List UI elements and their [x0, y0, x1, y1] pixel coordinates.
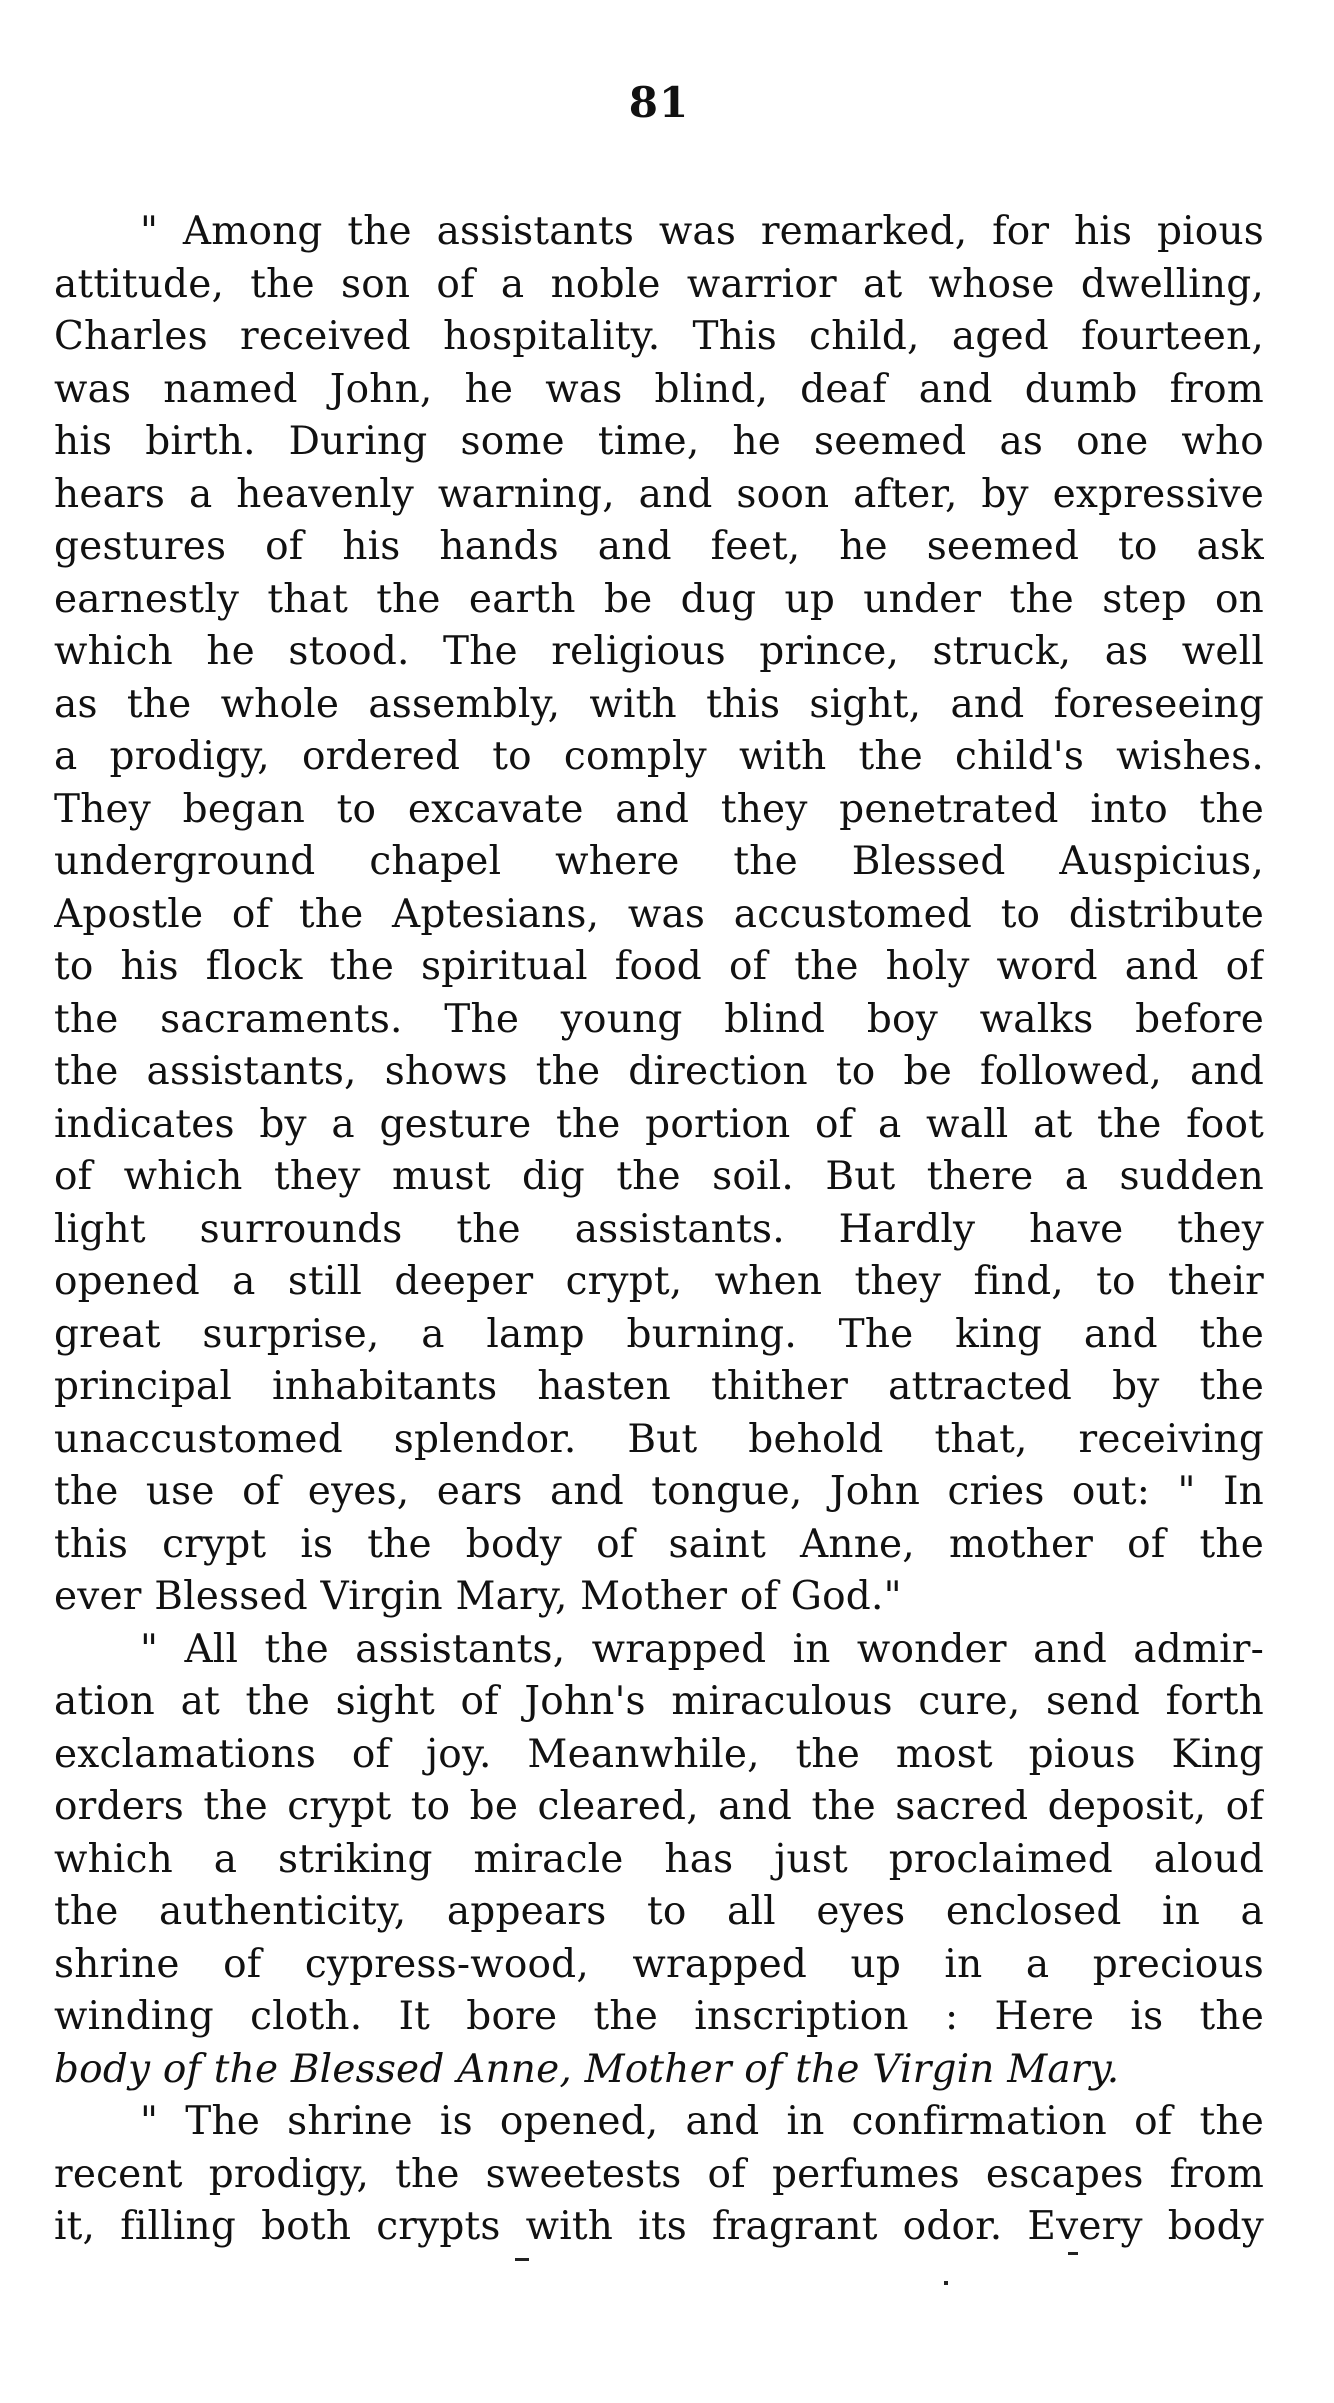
- text-line: a prodigy, ordered to comply with the child's wishes.: [54, 734, 1264, 779]
- print-speck: [1068, 2252, 1078, 2255]
- text-line: orders the crypt to be cleared, and the sacred deposit, of: [54, 1784, 1264, 1829]
- text-line: which a striking miracle has just proclaimed aloud: [54, 1836, 1264, 1882]
- text-line: the assistants, shows the direction to be followed, and: [54, 1049, 1264, 1094]
- text-line: light surrounds the assistants. Hardly have they: [54, 1206, 1264, 1252]
- text-line: opened a still deeper crypt, when they find, to their: [54, 1259, 1264, 1304]
- text-line: which he stood. The religious prince, struck, as well: [54, 629, 1264, 674]
- text-line: " All the assistants, wrapped in wonder and admir-: [140, 1626, 1264, 1672]
- text-line: as the whole assembly, with this sight, and foreseeing: [54, 681, 1264, 727]
- text-line: this crypt is the body of saint Anne, mother of the: [54, 1521, 1264, 1567]
- print-speck: [515, 2258, 529, 2261]
- text-line: the authenticity, appears to all eyes enclosed in a: [54, 1889, 1264, 1934]
- text-line: " Among the assistants was remarked, for his pious: [140, 209, 1264, 254]
- text-line: winding cloth. It bore the inscription : Here is the: [54, 1994, 1264, 2039]
- text-line-italic: body of the Blessed Anne, Mother of the Virgin Mary.: [54, 2046, 1120, 2092]
- text-line: recent prodigy, the sweetests of perfumes escapes from: [54, 2151, 1264, 2197]
- text-line: of which they must dig the soil. But there a sudden: [54, 1154, 1264, 1199]
- text-line: to his flock the spiritual food of the holy word and of: [54, 944, 1264, 989]
- text-line: the use of eyes, ears and tongue, John cries out: " In: [54, 1469, 1264, 1514]
- text-line: shrine of cypress-wood, wrapped up in a precious: [54, 1941, 1264, 1987]
- text-line: it, filling both crypts with its fragrant odor. Every body: [54, 2204, 1264, 2249]
- text-line: Apostle of the Aptesians, was accustomed to distribute: [54, 891, 1264, 937]
- text-line: underground chapel where the Blessed Auspicius,: [54, 839, 1264, 884]
- page-number: 81: [628, 78, 690, 127]
- text-line: attitude, the son of a noble warrior at whose dwelling,: [54, 261, 1264, 307]
- text-line: the sacraments. The young blind boy walks before: [54, 996, 1264, 1042]
- print-speck: [944, 2281, 948, 2285]
- body-text: [54, 206, 1264, 2254]
- text-line: unaccustomed splendor. But behold that, receiving: [54, 1416, 1264, 1462]
- text-line: " The shrine is opened, and in confirmation of the: [140, 2099, 1264, 2144]
- text-line: Charles received hospitality. This child, aged fourteen,: [54, 314, 1264, 359]
- text-line: exclamations of joy. Meanwhile, the most pious King: [54, 1731, 1264, 1777]
- text-line: earnestly that the earth be dug up under the step on: [54, 576, 1264, 622]
- text-line: They began to excavate and they penetrated into the: [54, 786, 1264, 832]
- text-line: was named John, he was blind, deaf and dumb from: [54, 366, 1264, 412]
- text-line: ation at the sight of John's miraculous cure, send forth: [54, 1679, 1264, 1724]
- text-line: indicates by a gesture the portion of a wall at the foot: [54, 1101, 1264, 1147]
- text-line: principal inhabitants hasten thither attracted by the: [54, 1364, 1264, 1409]
- text-line: ever Blessed Virgin Mary, Mother of God.": [54, 1574, 902, 1619]
- text-line: his birth. During some time, he seemed as one who: [54, 419, 1264, 464]
- text-line: hears a heavenly warning, and soon after, by expressive: [54, 471, 1264, 517]
- text-line: great surprise, a lamp burning. The king and the: [54, 1311, 1264, 1357]
- text-line: gestures of his hands and feet, he seemed to ask: [54, 524, 1264, 569]
- book-page: [54, 78, 1264, 2254]
